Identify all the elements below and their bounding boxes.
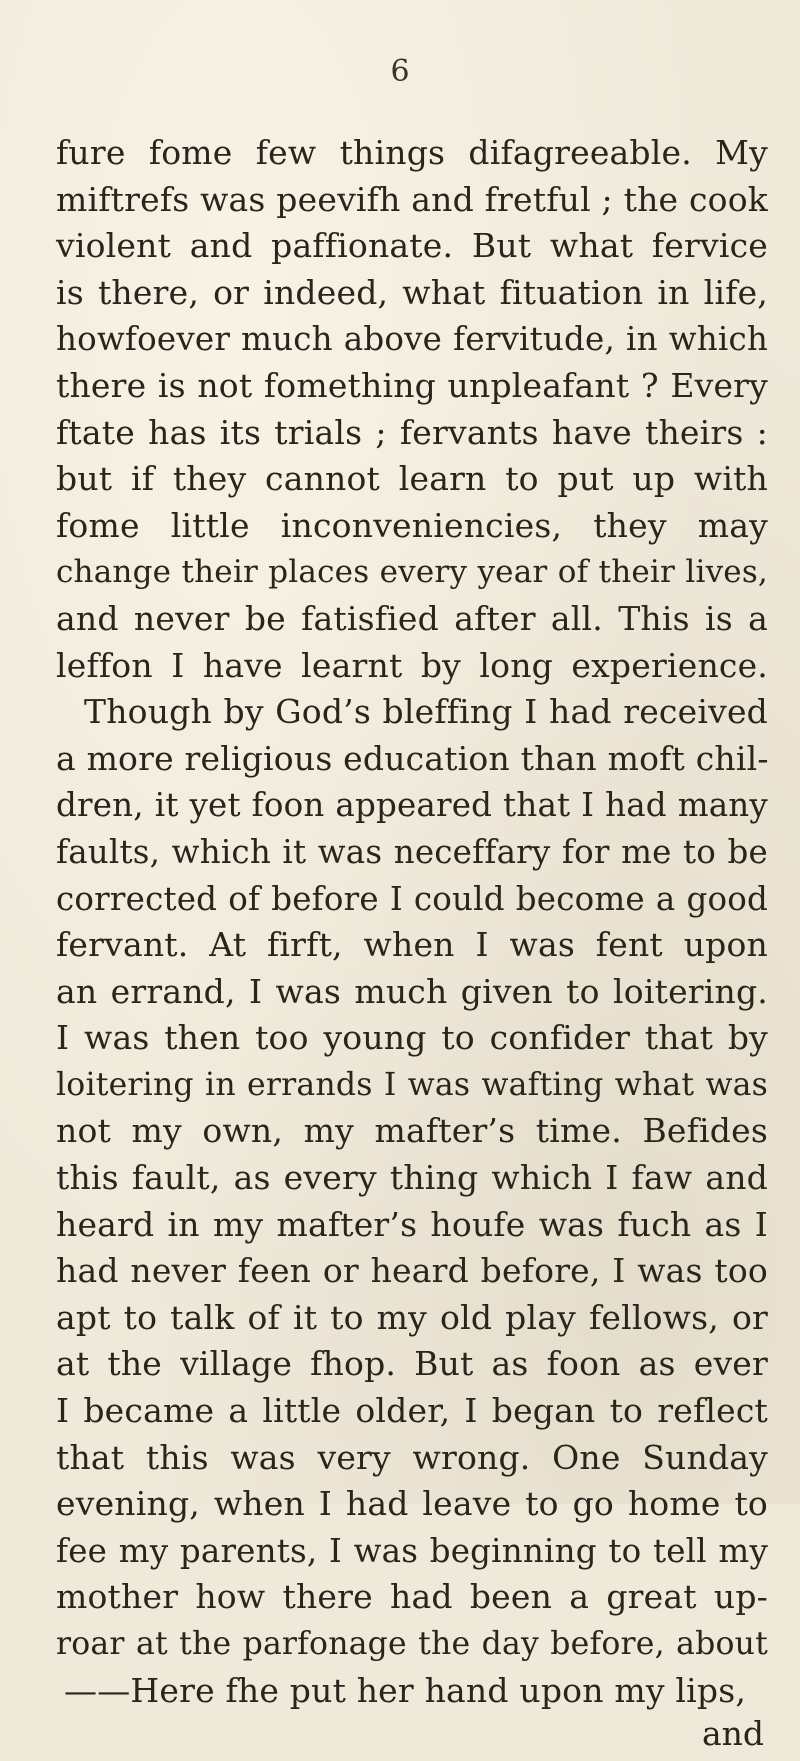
text-line: fome little inconveniencies, they may — [56, 505, 768, 545]
text-line: howfoever much above fervitude, in which — [56, 320, 768, 359]
text-line: ftate has its trials ; fervants have theirs : — [56, 412, 768, 452]
text-line: change their places every year of their lives, — [56, 554, 768, 591]
text-line: leffon I have learnt by long experience. — [56, 645, 768, 685]
text-line: fure fome few things difagreeable. My — [56, 133, 768, 172]
text-line: loitering in errands I was wafting what was — [56, 1066, 768, 1103]
text-line: and never be fatisfied after all. This is a — [56, 598, 768, 638]
text-line: evening, when I had leave to go home to — [56, 1484, 768, 1524]
text-line: I was then too young to confider that by — [56, 1018, 768, 1058]
text-line: but if they cannot learn to put up with — [56, 459, 768, 499]
catchword: and — [701, 1714, 764, 1754]
text-line: there is not fomething unpleafant ? Every — [56, 365, 768, 405]
text-line: roar at the parfonage the day before, about — [56, 1626, 768, 1662]
text-line: an errand, I was much given to loitering. — [56, 971, 768, 1011]
text-line: this fault, as every thing which I faw and — [56, 1158, 768, 1198]
text-line: that this was very wrong. One Sunday — [56, 1437, 768, 1477]
text-line: fee my parents, I was beginning to tell my — [56, 1531, 768, 1570]
body-text — [56, 130, 768, 1761]
text-line: apt to talk of it to my old play fellows, or — [56, 1297, 768, 1337]
text-line: a more religious education than moft chil- — [56, 738, 769, 778]
text-line: heard in my mafter’s houfe was fuch as I — [56, 1204, 768, 1244]
page-number: 6 — [390, 54, 410, 89]
text-line: mother how there had been a great up- — [56, 1577, 768, 1617]
text-line: miftrefs was peevifh and fretful ; the cook — [56, 179, 768, 219]
paragraph-start-line: Though by God’s bleffing I had received — [84, 692, 768, 732]
text-line: faults, which it was neceffary for me to be — [56, 832, 768, 871]
text-line: violent and paffionate. But what fervice — [56, 226, 768, 266]
text-line: not my own, my mafter’s time. Befides — [56, 1111, 768, 1151]
text-line: corrected of before I could become a good — [56, 879, 768, 918]
text-line: I became a little older, I began to reflect — [56, 1391, 768, 1431]
text-line: is there, or indeed, what fituation in life, — [56, 272, 768, 312]
text-line: fervant. At firft, when I was fent upon — [56, 925, 768, 965]
text-line: ——Here fhe put her hand upon my lips, — [64, 1670, 747, 1710]
text-line: dren, it yet foon appeared that I had many — [56, 786, 768, 825]
text-line: had never feen or heard before, I was too — [56, 1251, 768, 1291]
text-line: at the village fhop. But as foon as ever — [56, 1344, 768, 1384]
